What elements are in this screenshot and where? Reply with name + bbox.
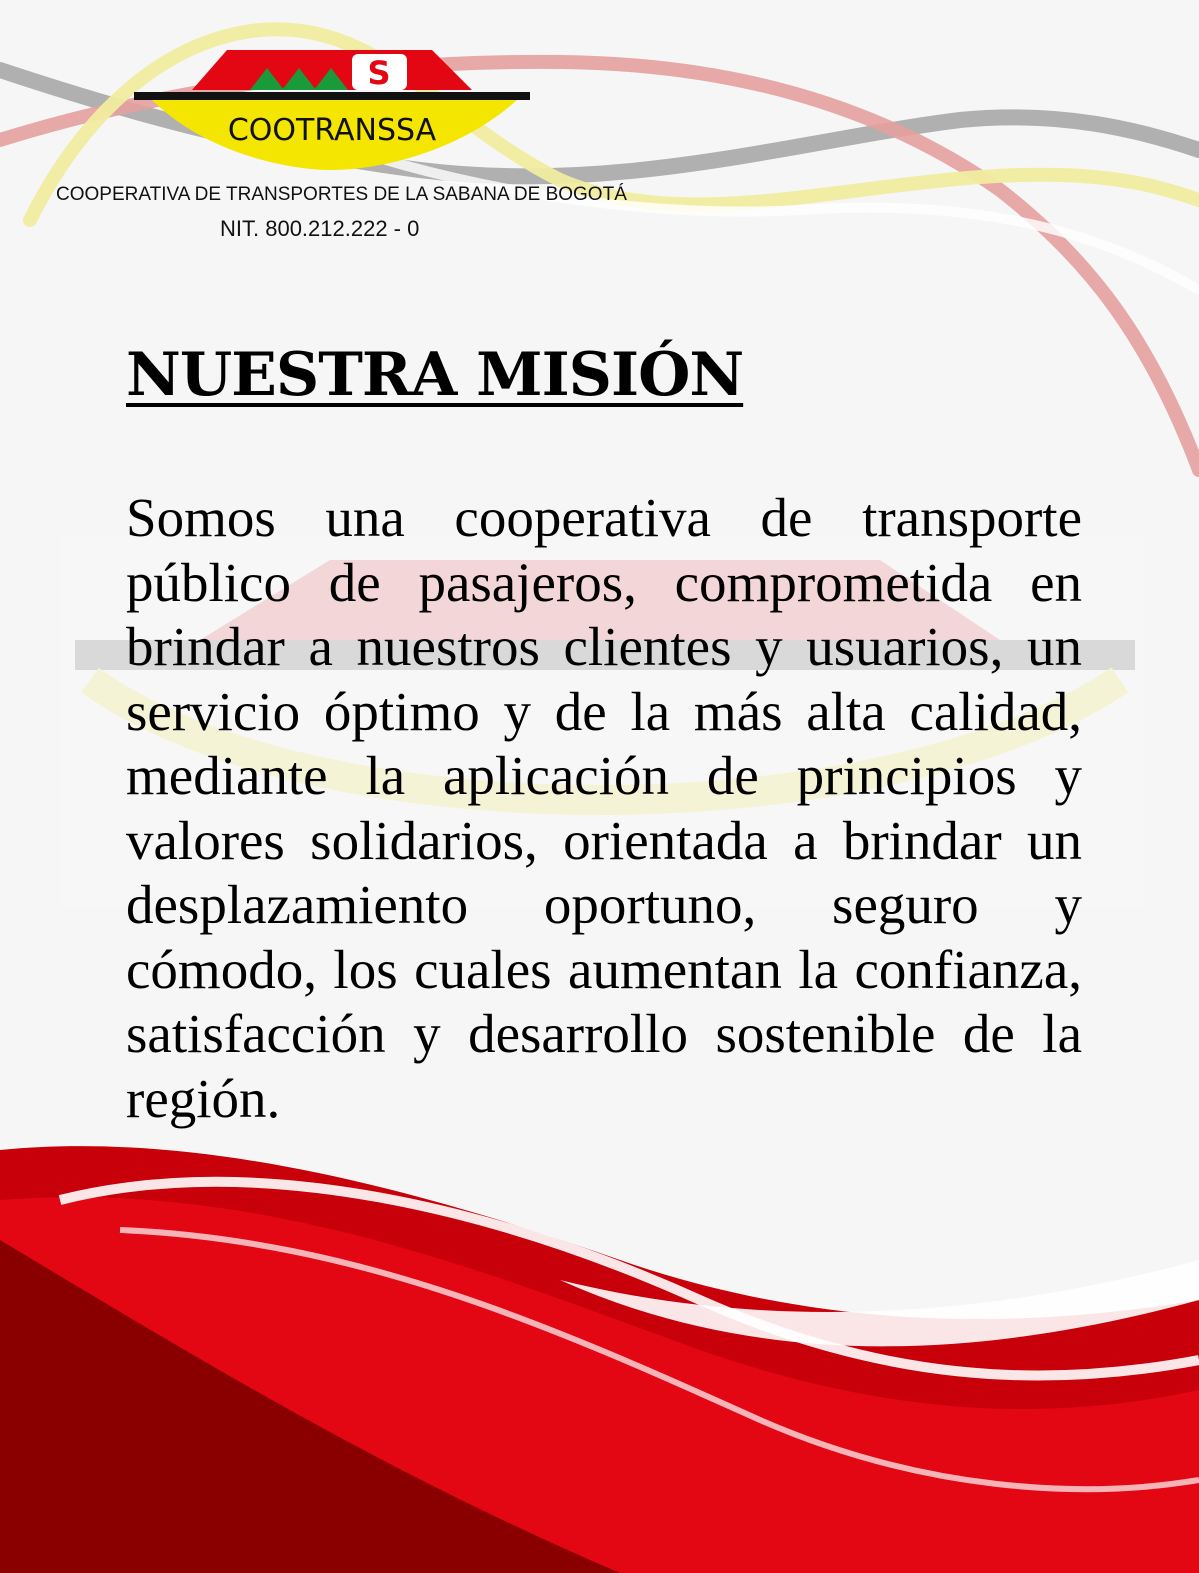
page-title: NUESTRA MISIÓN (126, 340, 744, 410)
organization-nit: NIT. 800.212.222 - 0 (220, 216, 420, 241)
cootranssa-logo (132, 40, 532, 180)
mission-text: Somos una cooperativa de transporte público de pasajeros, comprometida en brindar a nuestros clientes y usuarios, un servicio óptimo y de la más alta calidad, mediante la aplicación de principios y valores solidarios, orientada a brindar un desplazamiento oportuno, seguro y cómodo, los cuales aumentan la confianza, satisfacción y desarrollo sostenible de la región. (126, 487, 1082, 1129)
svg-text:COOTRANSSA: COOTRANSSA (227, 113, 437, 148)
svg-text:S: S (367, 54, 391, 92)
organization-name: COOPERATIVA DE TRANSPORTES DE LA SABANA DE BOGOTÁ (56, 184, 627, 205)
bottom-waves (0, 1146, 1199, 1573)
